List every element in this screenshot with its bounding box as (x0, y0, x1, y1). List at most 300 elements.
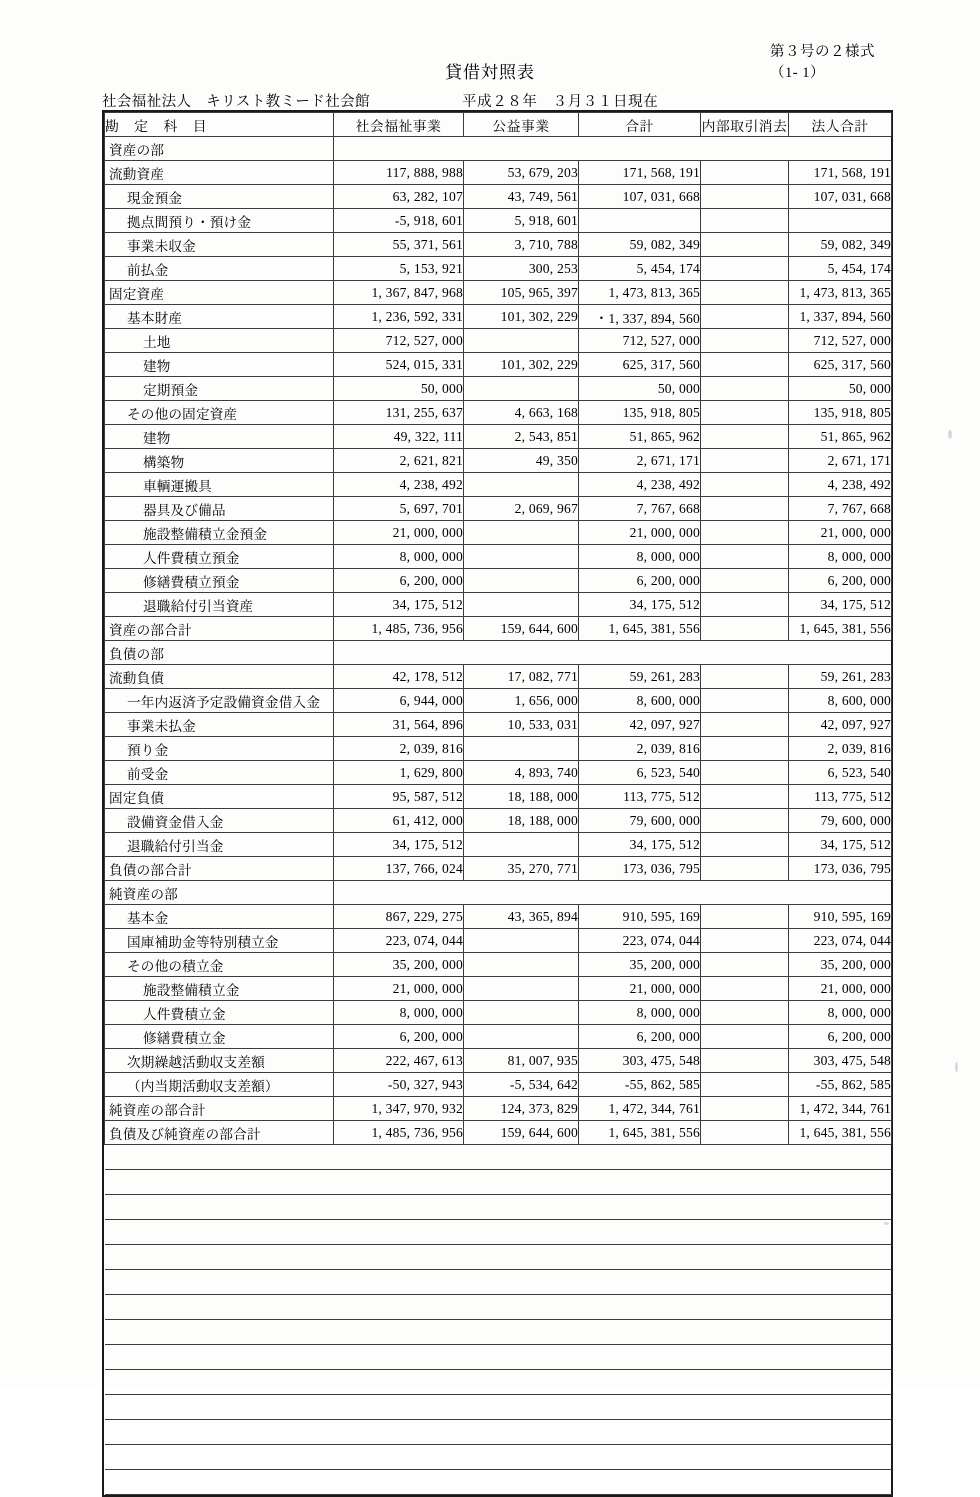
account-label: 純資産の部合計 (105, 1097, 334, 1121)
table-row (105, 905, 892, 929)
cell-corporate-total: 51, 865, 962 (789, 425, 892, 449)
cell-welfare-business: 34, 175, 512 (334, 593, 464, 617)
cell-welfare-business: 8, 000, 000 (334, 1001, 464, 1025)
cell-total: 173, 036, 795 (579, 857, 701, 881)
cell-welfare-business: -50, 327, 943 (334, 1073, 464, 1097)
cell-corporate-total: 1, 645, 381, 556 (789, 1121, 892, 1145)
cell-internal-elimination (701, 1121, 789, 1145)
table-row (105, 785, 892, 809)
blank-cell (105, 1320, 892, 1345)
document-title: 貸借対照表 (445, 63, 535, 82)
cell-welfare-business (334, 641, 464, 665)
cell-corporate-total: 7, 767, 668 (789, 497, 892, 521)
account-label: 基本財産 (105, 305, 334, 329)
account-label: 前払金 (105, 257, 334, 281)
cell-internal-elimination (701, 473, 789, 497)
cell-total (579, 881, 701, 905)
table-row (105, 233, 892, 257)
cell-corporate-total: 223, 074, 044 (789, 929, 892, 953)
cell-welfare-business: 49, 322, 111 (334, 425, 464, 449)
account-label: 前受金 (105, 761, 334, 785)
account-label: 人件費積立金 (105, 1001, 334, 1025)
table-row (105, 761, 892, 785)
cell-corporate-total (789, 209, 892, 233)
cell-public-business: 105, 965, 397 (464, 281, 579, 305)
cell-total: 6, 523, 540 (579, 761, 701, 785)
cell-internal-elimination (701, 761, 789, 785)
cell-corporate-total: 625, 317, 560 (789, 353, 892, 377)
cell-welfare-business: 524, 015, 331 (334, 353, 464, 377)
cell-welfare-business (334, 137, 464, 161)
blank-cell (105, 1470, 892, 1495)
cell-welfare-business: 5, 697, 701 (334, 497, 464, 521)
account-label: 基本金 (105, 905, 334, 929)
cell-internal-elimination (701, 305, 789, 329)
form-number-line-1: 第３号の２様式 (770, 44, 875, 60)
cell-internal-elimination (701, 953, 789, 977)
table-row (105, 377, 892, 401)
cell-total: 910, 595, 169 (579, 905, 701, 929)
cell-internal-elimination (701, 689, 789, 713)
cell-total: 2, 671, 171 (579, 449, 701, 473)
cell-public-business (464, 1025, 579, 1049)
cell-internal-elimination (701, 137, 789, 161)
cell-public-business: 49, 350 (464, 449, 579, 473)
table-row (105, 1097, 892, 1121)
table-row (105, 737, 892, 761)
blank-cell (105, 1270, 892, 1295)
table-row (105, 257, 892, 281)
blank-cell (105, 1420, 892, 1445)
cell-public-business: -5, 534, 642 (464, 1073, 579, 1097)
cell-corporate-total: 35, 200, 000 (789, 953, 892, 977)
cell-total: 6, 200, 000 (579, 569, 701, 593)
cell-total: -55, 862, 585 (579, 1073, 701, 1097)
table-row (105, 473, 892, 497)
account-label: 退職給付引当金 (105, 833, 334, 857)
cell-corporate-total: 4, 238, 492 (789, 473, 892, 497)
account-label: 流動資産 (105, 161, 334, 185)
cell-public-business (464, 833, 579, 857)
cell-total: 21, 000, 000 (579, 521, 701, 545)
cell-public-business: 159, 644, 600 (464, 617, 579, 641)
cell-corporate-total: 303, 475, 548 (789, 1049, 892, 1073)
cell-welfare-business: 1, 629, 800 (334, 761, 464, 785)
account-label: その他の固定資産 (105, 401, 334, 425)
cell-corporate-total: 79, 600, 000 (789, 809, 892, 833)
cell-total: 1, 645, 381, 556 (579, 1121, 701, 1145)
blank-cell (105, 1345, 892, 1370)
cell-public-business (464, 569, 579, 593)
cell-public-business (464, 521, 579, 545)
table-row (105, 593, 892, 617)
cell-internal-elimination (701, 881, 789, 905)
cell-total: 42, 097, 927 (579, 713, 701, 737)
cell-public-business (464, 593, 579, 617)
cell-internal-elimination (701, 281, 789, 305)
cell-total: 35, 200, 000 (579, 953, 701, 977)
cell-welfare-business: 1, 485, 736, 956 (334, 617, 464, 641)
blank-row (105, 1145, 892, 1170)
cell-public-business (464, 137, 579, 161)
account-label: 純資産の部 (105, 881, 334, 905)
account-label: 事業未払金 (105, 713, 334, 737)
cell-welfare-business: 1, 236, 592, 331 (334, 305, 464, 329)
table-row (105, 569, 892, 593)
account-label: 建物 (105, 353, 334, 377)
blank-row (105, 1370, 892, 1395)
table-row (105, 713, 892, 737)
column-header-internal-elimination: 内部取引消去 (701, 113, 789, 137)
blank-row (105, 1320, 892, 1345)
account-label: 負債の部 (105, 641, 334, 665)
account-label: 一年内返済予定設備資金借入金 (105, 689, 334, 713)
blank-cell (105, 1170, 892, 1195)
cell-total (579, 641, 701, 665)
cell-corporate-total: 50, 000 (789, 377, 892, 401)
account-label: 器具及び備品 (105, 497, 334, 521)
table-row (105, 809, 892, 833)
cell-welfare-business: 34, 175, 512 (334, 833, 464, 857)
account-label: 負債の部合計 (105, 857, 334, 881)
cell-total: 223, 074, 044 (579, 929, 701, 953)
cell-internal-elimination (701, 857, 789, 881)
cell-internal-elimination (701, 521, 789, 545)
cell-welfare-business: 1, 347, 970, 932 (334, 1097, 464, 1121)
account-label: 資産の部 (105, 137, 334, 161)
cell-public-business (464, 929, 579, 953)
cell-public-business: 43, 749, 561 (464, 185, 579, 209)
cell-total: 50, 000 (579, 377, 701, 401)
cell-corporate-total: 59, 082, 349 (789, 233, 892, 257)
cell-welfare-business: 63, 282, 107 (334, 185, 464, 209)
table-row (105, 1073, 892, 1097)
table-row (105, 353, 892, 377)
blank-row (105, 1245, 892, 1270)
cell-corporate-total: 42, 097, 927 (789, 713, 892, 737)
blank-cell (105, 1220, 892, 1245)
cell-welfare-business: 95, 587, 512 (334, 785, 464, 809)
blank-cell (105, 1395, 892, 1420)
cell-internal-elimination (701, 161, 789, 185)
cell-corporate-total: 59, 261, 283 (789, 665, 892, 689)
table-row (105, 305, 892, 329)
cell-public-business: 124, 373, 829 (464, 1097, 579, 1121)
cell-total: 2, 039, 816 (579, 737, 701, 761)
cell-total: 1, 473, 813, 365 (579, 281, 701, 305)
cell-public-business (464, 953, 579, 977)
cell-public-business (464, 737, 579, 761)
cell-total: 34, 175, 512 (579, 833, 701, 857)
cell-corporate-total: 21, 000, 000 (789, 521, 892, 545)
cell-public-business: 2, 069, 967 (464, 497, 579, 521)
cell-corporate-total (789, 641, 892, 665)
table-row (105, 185, 892, 209)
table-row (105, 449, 892, 473)
table-row (105, 929, 892, 953)
table-row (105, 857, 892, 881)
blank-cell (105, 1370, 892, 1395)
table-row (105, 281, 892, 305)
cell-total: 303, 475, 548 (579, 1049, 701, 1073)
cell-internal-elimination (701, 785, 789, 809)
blank-cell (105, 1195, 892, 1220)
header-row (105, 113, 892, 137)
cell-internal-elimination (701, 833, 789, 857)
blank-row (105, 1345, 892, 1370)
cell-public-business: 101, 302, 229 (464, 353, 579, 377)
cell-welfare-business: 137, 766, 024 (334, 857, 464, 881)
cell-public-business: 5, 918, 601 (464, 209, 579, 233)
cell-corporate-total: 712, 527, 000 (789, 329, 892, 353)
table-header (105, 113, 892, 137)
balance-sheet-table (104, 112, 892, 1495)
account-label: 施設整備積立金 (105, 977, 334, 1001)
table-row (105, 161, 892, 185)
cell-public-business (464, 545, 579, 569)
blank-row (105, 1445, 892, 1470)
table-row (105, 977, 892, 1001)
cell-total: 59, 082, 349 (579, 233, 701, 257)
cell-public-business: 101, 302, 229 (464, 305, 579, 329)
cell-public-business: 53, 679, 203 (464, 161, 579, 185)
cell-internal-elimination (701, 569, 789, 593)
cell-internal-elimination (701, 1001, 789, 1025)
cell-public-business (464, 977, 579, 1001)
cell-internal-elimination (701, 1049, 789, 1073)
cell-internal-elimination (701, 737, 789, 761)
column-header-corporate-total: 法人合計 (789, 113, 892, 137)
column-header-account: 勘 定 科 目 (105, 113, 334, 137)
account-label: 資産の部合計 (105, 617, 334, 641)
table-row (105, 1049, 892, 1073)
cell-welfare-business: 21, 000, 000 (334, 977, 464, 1001)
cell-corporate-total: 171, 568, 191 (789, 161, 892, 185)
cell-total: 107, 031, 668 (579, 185, 701, 209)
scan-speck (955, 1062, 958, 1072)
account-label: 修繕費積立金 (105, 1025, 334, 1049)
cell-welfare-business: 50, 000 (334, 377, 464, 401)
table-row (105, 953, 892, 977)
cell-welfare-business: 223, 074, 044 (334, 929, 464, 953)
cell-corporate-total: 34, 175, 512 (789, 833, 892, 857)
cell-corporate-total: 107, 031, 668 (789, 185, 892, 209)
cell-corporate-total: 8, 000, 000 (789, 1001, 892, 1025)
blank-cell (105, 1145, 892, 1170)
cell-total: 1, 645, 381, 556 (579, 617, 701, 641)
cell-corporate-total: 173, 036, 795 (789, 857, 892, 881)
cell-public-business: 159, 644, 600 (464, 1121, 579, 1145)
cell-welfare-business: -5, 918, 601 (334, 209, 464, 233)
account-label: 流動負債 (105, 665, 334, 689)
cell-total: 6, 200, 000 (579, 1025, 701, 1049)
blank-row (105, 1195, 892, 1220)
form-number-line-2: （1- 1） (770, 65, 825, 81)
cell-corporate-total (789, 137, 892, 161)
cell-total: 51, 865, 962 (579, 425, 701, 449)
blank-cell (105, 1295, 892, 1320)
cell-total (579, 137, 701, 161)
cell-public-business: 2, 543, 851 (464, 425, 579, 449)
account-label: 預り金 (105, 737, 334, 761)
blank-row (105, 1220, 892, 1245)
cell-public-business: 35, 270, 771 (464, 857, 579, 881)
cell-welfare-business: 4, 238, 492 (334, 473, 464, 497)
cell-total: 4, 238, 492 (579, 473, 701, 497)
cell-internal-elimination (701, 545, 789, 569)
cell-internal-elimination (701, 185, 789, 209)
account-label: 事業未収金 (105, 233, 334, 257)
cell-internal-elimination (701, 809, 789, 833)
cell-public-business: 17, 082, 771 (464, 665, 579, 689)
table-row (105, 689, 892, 713)
account-label: 定期預金 (105, 377, 334, 401)
table-row (105, 1001, 892, 1025)
cell-internal-elimination (701, 257, 789, 281)
account-label: 構築物 (105, 449, 334, 473)
account-label: 設備資金借入金 (105, 809, 334, 833)
blank-row (105, 1170, 892, 1195)
blank-row (105, 1270, 892, 1295)
cell-internal-elimination (701, 497, 789, 521)
account-label: （内当期活動収支差額） (105, 1073, 334, 1097)
account-label: その他の積立金 (105, 953, 334, 977)
account-label: 建物 (105, 425, 334, 449)
column-header-public-business: 公益事業 (464, 113, 579, 137)
cell-internal-elimination (701, 617, 789, 641)
account-label: 退職給付引当資産 (105, 593, 334, 617)
account-label: 固定資産 (105, 281, 334, 305)
cell-total: 59, 261, 283 (579, 665, 701, 689)
cell-internal-elimination (701, 641, 789, 665)
cell-welfare-business: 35, 200, 000 (334, 953, 464, 977)
cell-welfare-business: 6, 200, 000 (334, 569, 464, 593)
cell-public-business: 18, 188, 000 (464, 809, 579, 833)
cell-public-business (464, 881, 579, 905)
cell-corporate-total: 8, 000, 000 (789, 545, 892, 569)
cell-corporate-total: 113, 775, 512 (789, 785, 892, 809)
scan-speck (884, 1222, 889, 1225)
cell-public-business (464, 473, 579, 497)
table-row (105, 665, 892, 689)
cell-corporate-total: 34, 175, 512 (789, 593, 892, 617)
cell-total: 8, 600, 000 (579, 689, 701, 713)
cell-public-business: 81, 007, 935 (464, 1049, 579, 1073)
cell-internal-elimination (701, 425, 789, 449)
table-row (105, 329, 892, 353)
cell-public-business (464, 377, 579, 401)
cell-welfare-business: 8, 000, 000 (334, 545, 464, 569)
cell-corporate-total: 6, 200, 000 (789, 569, 892, 593)
cell-public-business: 1, 656, 000 (464, 689, 579, 713)
blank-cell (105, 1445, 892, 1470)
cell-welfare-business: 712, 527, 000 (334, 329, 464, 353)
organization-name: 社会福祉法人 キリスト教ミード社会館 (102, 94, 370, 110)
account-label: 現金預金 (105, 185, 334, 209)
cell-internal-elimination (701, 353, 789, 377)
cell-welfare-business: 6, 944, 000 (334, 689, 464, 713)
blank-row (105, 1420, 892, 1445)
cell-internal-elimination (701, 401, 789, 425)
cell-corporate-total: 1, 337, 894, 560 (789, 305, 892, 329)
blank-row (105, 1295, 892, 1320)
cell-welfare-business: 5, 153, 921 (334, 257, 464, 281)
section-heading-row (105, 881, 892, 905)
cell-internal-elimination (701, 1097, 789, 1121)
cell-corporate-total (789, 881, 892, 905)
cell-internal-elimination (701, 209, 789, 233)
cell-welfare-business: 42, 178, 512 (334, 665, 464, 689)
cell-corporate-total: 1, 473, 813, 365 (789, 281, 892, 305)
table-row (105, 545, 892, 569)
table-row (105, 1025, 892, 1049)
section-heading-row (105, 137, 892, 161)
cell-public-business: 3, 710, 788 (464, 233, 579, 257)
cell-public-business (464, 329, 579, 353)
table-row (105, 425, 892, 449)
cell-welfare-business: 2, 039, 816 (334, 737, 464, 761)
cell-total: 34, 175, 512 (579, 593, 701, 617)
cell-total: 625, 317, 560 (579, 353, 701, 377)
table-row (105, 1121, 892, 1145)
cell-welfare-business: 31, 564, 896 (334, 713, 464, 737)
column-header-welfare-business: 社会福祉事業 (334, 113, 464, 137)
cell-corporate-total: 910, 595, 169 (789, 905, 892, 929)
cell-public-business: 4, 893, 740 (464, 761, 579, 785)
cell-corporate-total: 2, 671, 171 (789, 449, 892, 473)
cell-internal-elimination (701, 977, 789, 1001)
table-row (105, 401, 892, 425)
cell-welfare-business: 61, 412, 000 (334, 809, 464, 833)
balance-sheet-table-frame (102, 110, 893, 1497)
cell-public-business: 43, 365, 894 (464, 905, 579, 929)
cell-welfare-business: 222, 467, 613 (334, 1049, 464, 1073)
cell-corporate-total: 6, 523, 540 (789, 761, 892, 785)
cell-total: 7, 767, 668 (579, 497, 701, 521)
cell-internal-elimination (701, 1025, 789, 1049)
cell-total: 171, 568, 191 (579, 161, 701, 185)
scan-speck (948, 430, 952, 439)
cell-total: 5, 454, 174 (579, 257, 701, 281)
cell-welfare-business: 1, 367, 847, 968 (334, 281, 464, 305)
cell-public-business: 4, 663, 168 (464, 401, 579, 425)
blank-cell (105, 1245, 892, 1270)
account-label: 土地 (105, 329, 334, 353)
cell-welfare-business: 131, 255, 637 (334, 401, 464, 425)
cell-internal-elimination (701, 665, 789, 689)
cell-corporate-total: 6, 200, 000 (789, 1025, 892, 1049)
cell-total: 1, 472, 344, 761 (579, 1097, 701, 1121)
cell-internal-elimination (701, 1073, 789, 1097)
cell-welfare-business: 867, 229, 275 (334, 905, 464, 929)
cell-public-business: 18, 188, 000 (464, 785, 579, 809)
account-label: 固定負債 (105, 785, 334, 809)
cell-internal-elimination (701, 233, 789, 257)
cell-public-business (464, 1001, 579, 1025)
cell-corporate-total: 135, 918, 805 (789, 401, 892, 425)
cell-welfare-business (334, 881, 464, 905)
cell-total: 8, 000, 000 (579, 545, 701, 569)
as-of-date: 平成２８年 ３月３１日現在 (462, 94, 659, 110)
cell-welfare-business: 2, 621, 821 (334, 449, 464, 473)
cell-total: 79, 600, 000 (579, 809, 701, 833)
cell-internal-elimination (701, 329, 789, 353)
cell-internal-elimination (701, 713, 789, 737)
cell-public-business: 300, 253 (464, 257, 579, 281)
cell-corporate-total: 1, 472, 344, 761 (789, 1097, 892, 1121)
cell-welfare-business: 55, 371, 561 (334, 233, 464, 257)
cell-total: 8, 000, 000 (579, 1001, 701, 1025)
